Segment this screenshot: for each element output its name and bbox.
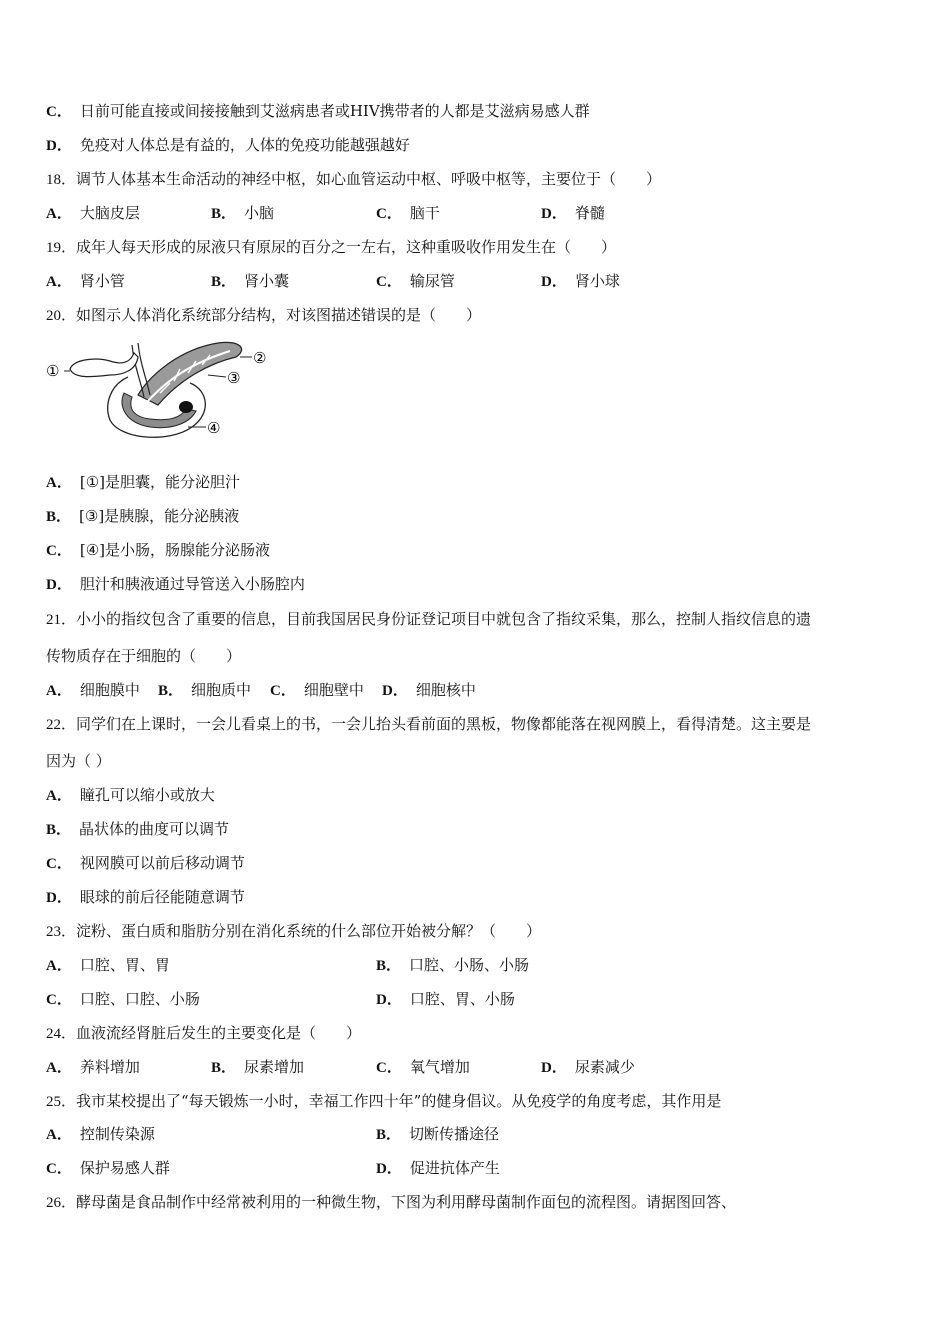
q24-option-a: A． 养料增加 [46, 1058, 140, 1076]
option-d-prev: D． 免疫对人体总是有益的，人体的免疫功能越强越好 [46, 136, 410, 154]
q23-option-b: B． 口腔、小肠、小肠 [376, 956, 530, 974]
label-1: ① [46, 362, 60, 380]
q19-option-c: C． 输尿管 [376, 272, 455, 290]
question-23: 23．淀粉、蛋白质和脂肪分别在消化系统的什么部位开始被分解？（ ） [46, 922, 542, 940]
option-c-prev: C． 日前可能直接或间接接触到艾滋病患者或HIV携带者的人都是艾滋病易感人群 [46, 102, 590, 120]
q25-option-c: C． 保护易感人群 [46, 1159, 170, 1177]
label-4: ④ [207, 419, 221, 437]
q23-option-c: C． 口腔、口腔、小肠 [46, 990, 200, 1008]
question-22-cont: 因为（ ） [46, 752, 111, 770]
papilla [179, 401, 193, 413]
label-2: ② [253, 349, 267, 367]
question-24: 24．血液流经肾脏后发生的主要变化是（ ） [46, 1024, 362, 1042]
question-21: 21．小小的指纹包含了重要的信息，目前我国居民身份证登记项目中就包含了指纹采集，那么，控制人指纹信息的遗 [46, 610, 812, 628]
q23-option-d: D． 口腔、胃、小肠 [376, 990, 515, 1008]
q21-option-c: C． 细胞壁中 [270, 681, 364, 699]
q18-option-c: C． 脑干 [376, 204, 440, 222]
q25-option-b: B． 切断传播途径 [376, 1125, 500, 1143]
q20-option-a: A． [①]是胆囊，能分泌胆汁 [46, 473, 240, 491]
q21-option-a: A． 细胞膜中 [46, 681, 140, 699]
q18-option-a: A． 大脑皮层 [46, 204, 140, 222]
question-19: 19．成年人每天形成的尿液只有原尿的百分之一左右，这种重吸收作用发生在（ ） [46, 238, 617, 256]
q19-option-a: A． 肾小管 [46, 272, 125, 290]
q20-option-b: B． [③]是胰腺，能分泌胰液 [46, 507, 240, 525]
q24-option-c: C． 氧气增加 [376, 1058, 470, 1076]
q22-option-a: A． 瞳孔可以缩小或放大 [46, 786, 215, 804]
q23-option-a: A． 口腔、胃、胃 [46, 956, 170, 974]
question-22: 22．同学们在上课时，一会儿看桌上的书，一会儿抬头看前面的黑板，物像都能落在视网膜上，看得清楚。这主要是 [46, 715, 812, 733]
q18-option-d: D． 脊髓 [541, 204, 605, 222]
q24-option-d: D． 尿素减少 [541, 1058, 635, 1076]
q22-option-d: D． 眼球的前后径能随意调节 [46, 888, 245, 906]
question-20: 20．如图示人体消化系统部分结构，对该图描述错误的是（ ） [46, 306, 482, 324]
q21-option-b: B． 细胞质中 [158, 681, 252, 699]
question-26: 26．酵母菌是食品制作中经常被利用的一种微生物，下图为利用酵母菌制作面包的流程图。请据图回答、 [46, 1193, 737, 1211]
q22-option-b: B． 晶状体的曲度可以调节 [46, 820, 230, 838]
q18-option-b: B． 小脑 [211, 204, 275, 222]
gallbladder [70, 353, 138, 377]
question-18: 18．调节人体基本生命活动的神经中枢，如心血管运动中枢、呼吸中枢等，主要位于（ ） [46, 170, 662, 188]
digestive-system-diagram [40, 335, 280, 445]
label-3: ③ [227, 369, 241, 387]
q25-option-a: A． 控制传染源 [46, 1125, 155, 1143]
question-21-cont: 传物质存在于细胞的（ ） [46, 647, 242, 665]
q21-option-d: D． 细胞核中 [382, 681, 476, 699]
q24-option-b: B． 尿素增加 [211, 1058, 305, 1076]
q22-option-c: C． 视网膜可以前后移动调节 [46, 854, 245, 872]
q25-option-d: D． 促进抗体产生 [376, 1159, 500, 1177]
q19-option-d: D． 肾小球 [541, 272, 620, 290]
q19-option-b: B． 肾小囊 [211, 272, 290, 290]
question-25: 25．我市某校提出了“每天锻炼一小时，幸福工作四十年”的健身倡议。从免疫学的角度考虑，其作用是 [46, 1092, 722, 1110]
q20-option-c: C． [④]是小肠，肠腺能分泌肠液 [46, 541, 270, 559]
q20-option-d: D． 胆汁和胰液通过导管送入小肠腔内 [46, 575, 305, 593]
